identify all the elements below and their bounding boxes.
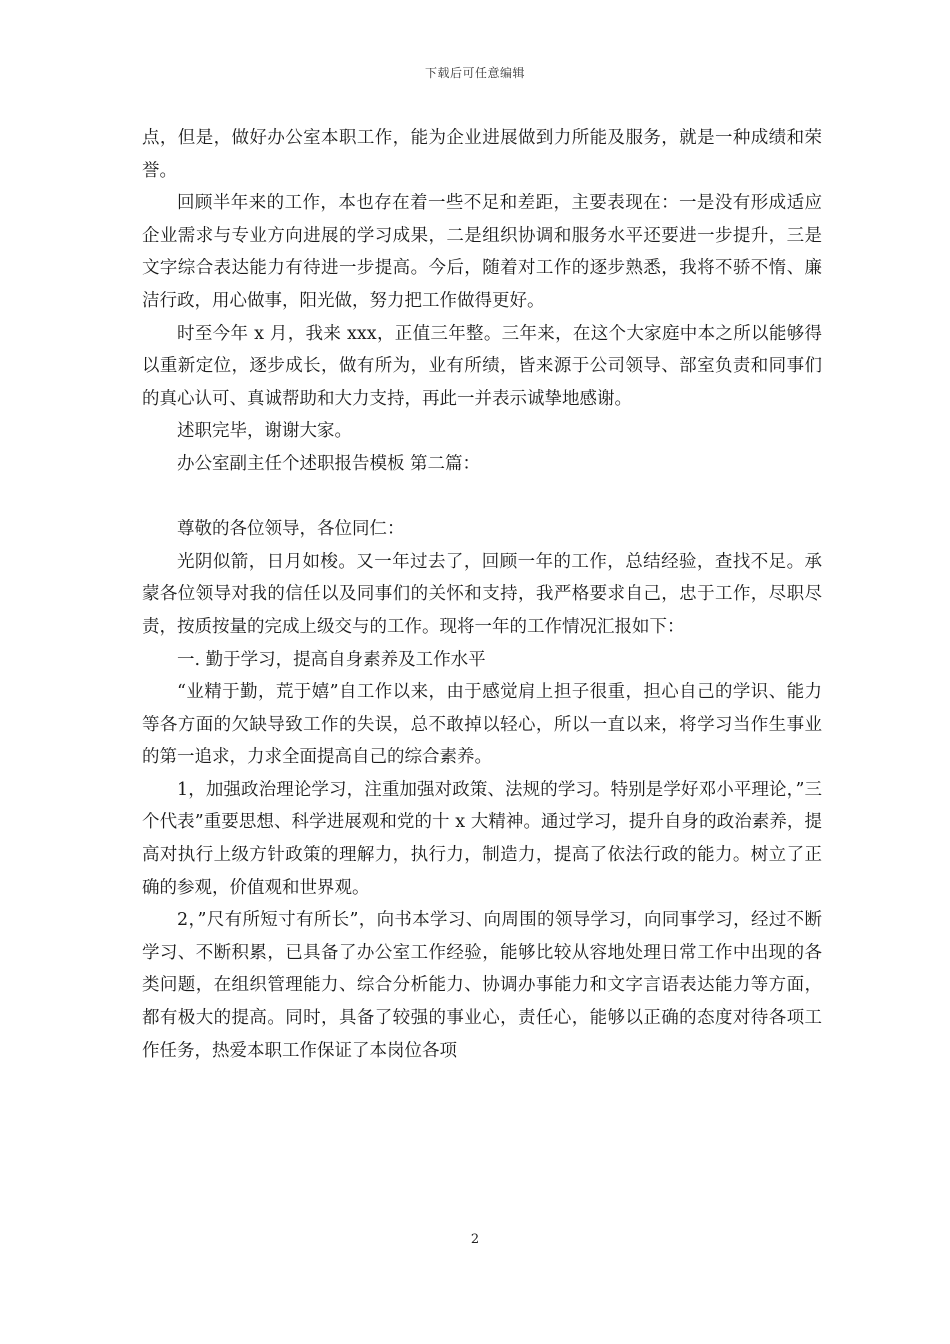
page-header: 下载后可任意编辑 [424,66,525,80]
paragraph-diligence: “业精于勤，荒于嬉”自工作以来，由于感觉肩上担子很重，担心自己的学识、能力等各方面的欠缺导致工作的失误，总不敢掉以轻心，所以一直以来，将学习当作生事业的第一追求，力求全面提高自己的综合素养。 [142,682,822,768]
paragraph-salutation: 尊敬的各位领导，各位同仁： [177,519,405,540]
paragraph-continuation: 点，但是，做好办公室本职工作，能为企业进展做到力所能及服务，就是一种成绩和荣誉。 [142,128,822,181]
paragraph-three-years: 时至今年 x 月，我来 xxx，正值三年整。三年来，在这个大家庭中本之所以能够得以重新定位，逐步成长，做有所为，业有所绩，皆来源于公司领导、部室负责和同事们的真心认可、真诚帮助和大力支持，再此一并表示诚挚地感谢。 [142,323,822,409]
paragraph-intro: 光阴似箭，日月如梭。又一年过去了，回顾一年的工作，总结经验，查找不足。承蒙各位领导对我的信任以及同事们的关怀和支持，我严格要求自己，忠于工作，尽职尽责，按质按量的完成上级交与的工作。现将一年的工作情况汇报如下： [142,551,822,637]
document-body [142,122,822,1067]
paragraph-review: 回顾半年来的工作，本也存在着一些不足和差距，主要表现在：一是没有形成适应企业需求与专业方向进展的学习成果，二是组织协调和服务水平还要进一步提升，三是文字综合表达能力有待进一步提高。今后，随着对工作的逐步熟悉，我将不骄不惰、廉洁行政，用心做事，阳光做，努力把工作做得更好。 [142,193,822,311]
paragraph-point-1: 1，加强政治理论学习，注重加强对政策、法规的学习。特别是学好邓小平理论，”三个代表”重要思想、科学进展观和党的十 x 大精神。通过学习，提升自身的政治素养，提高对执行上级方针政策的理解力，执行力，制造力，提高了依法行政的能力。树立了正确的参观，价值观和世界观。 [142,779,822,898]
paragraph-point-2: 2，”尺有所短寸有所长”，向书本学习、向周围的领导学习，向同事学习，经过不断学习、不断积累，已具备了办公室工作经验，能够比较从容地处理日常工作中出现的各类问题，在组织管理能力、综合分析能力、协调办事能力和文字言语表达能力等方面，都有极大的提高。同时，具备了较强的事业心，责任心，能够以正确的态度对待各项工作任务，热爱本职工作保证了本岗位各项 [142,910,822,1061]
page-number: 2 [470,1232,480,1247]
section-heading-second: 办公室副主任个述职报告模板 第二篇： [177,453,481,474]
section-heading-study: 一. 勤于学习，提高自身素养及工作水平 [177,649,486,670]
paragraph-closing: 述职完毕，谢谢大家。 [177,421,352,442]
blank-line [142,481,822,514]
